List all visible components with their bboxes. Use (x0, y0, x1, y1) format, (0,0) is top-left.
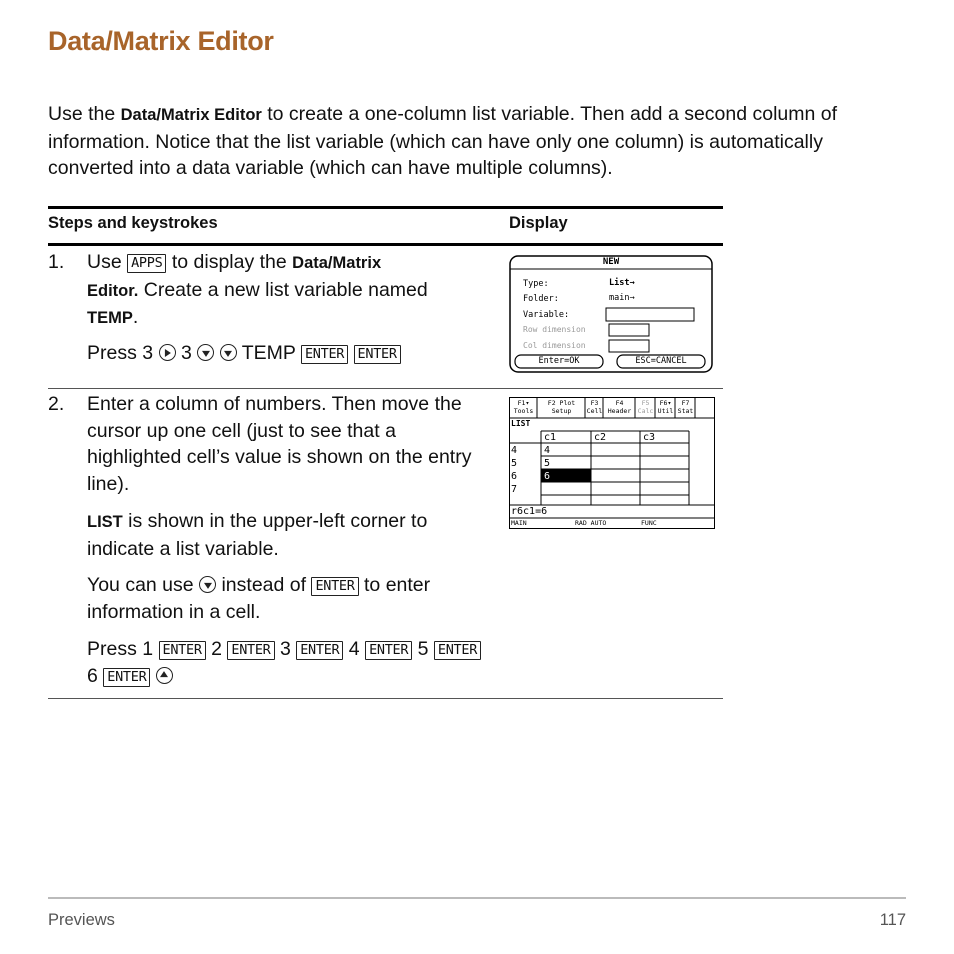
row-number: 5 (511, 458, 518, 469)
intro-post: to create a one-column list variable. Then add a second column of information. Notice that the list variable (which can have only one column) is automatically converted into a data variable (which can have multiple columns). (48, 103, 838, 179)
row-number: 7 (511, 484, 518, 495)
dialog-heading: NEW (602, 257, 620, 267)
enter-key: ENTER (159, 641, 206, 660)
var-type-label: LIST (511, 419, 531, 428)
table-bottom-rule (48, 698, 723, 699)
table-header-display: Display (509, 214, 568, 232)
enter-key: ENTER (301, 345, 348, 364)
step2-number: 2. (48, 393, 65, 415)
status-func: FUNC (641, 519, 657, 527)
row-divider (48, 388, 723, 389)
step2-keystrokes: Press 1 ENTER 2 ENTER 3 ENTER 4 ENTER 5 ENTER 6 ENTER (87, 636, 497, 689)
apps-key: APPS (127, 254, 166, 273)
new-dialog-screenshot (509, 255, 713, 373)
row-number: 6 (511, 471, 518, 482)
step1-text: Use APPS to display the Data/Matrix Editor. Create a new list variable named TEMP. (87, 251, 428, 328)
var-name: TEMP (87, 309, 133, 327)
enter-key: ENTER (103, 668, 150, 687)
status-mode: RAD AUTO (575, 519, 607, 527)
type-label: Type: (523, 279, 549, 289)
col-header-c1: c1 (544, 432, 557, 443)
enter-key: ENTER (296, 641, 343, 660)
down-arrow-icon (220, 344, 237, 361)
footer-rule (48, 897, 906, 899)
intro-paragraph (48, 101, 908, 182)
step2-list-note: LIST is shown in the upper-left corner to indicate a list variable. (87, 510, 428, 560)
down-arrow-icon (199, 576, 216, 593)
table-header-rule (48, 243, 723, 246)
right-arrow-icon (159, 344, 176, 361)
intro-app-name: Data/Matrix Editor (120, 106, 262, 124)
page-title: Data/Matrix Editor (48, 26, 274, 56)
status-main: MAIN (511, 519, 527, 527)
toolbar-f1-tools: F1▾ Tools (513, 399, 534, 415)
enter-key: ENTER (365, 641, 412, 660)
footer-section: Previews (48, 911, 115, 929)
col-header-c2: c2 (594, 432, 607, 443)
row-number: 4 (511, 445, 518, 456)
step1-keystrokes: Press 3 3 TEMP ENTER ENTER (87, 340, 497, 367)
type-value: List→ (609, 278, 635, 288)
toolbar-f3-cell: F3 Cell (586, 399, 603, 415)
toolbar-f5-calc: F5 Calc (637, 399, 654, 415)
folder-value: main→ (609, 293, 635, 303)
step1-number: 1. (48, 251, 65, 273)
enter-ok-button: Enter=OK (538, 356, 580, 366)
cell: 5 (544, 458, 551, 469)
c1-values (544, 444, 550, 483)
col-header-c3: c3 (643, 432, 656, 443)
enter-key: ENTER (227, 641, 274, 660)
cell: 4 (544, 445, 551, 456)
esc-cancel-button: ESC=CANCEL (635, 356, 687, 366)
row-dim-label: Row dimension (523, 325, 586, 334)
editor-screenshot (509, 397, 715, 529)
intro-pre: Use the (48, 103, 121, 125)
toolbar-f6-util: F6▾ Util (657, 399, 674, 415)
variable-label: Variable: (523, 310, 570, 320)
step2-text: Enter a column of numbers. Then move the cursor up one cell (just to see that a highlighted cell’s value is shown on the entry line). (87, 393, 472, 495)
row-numbers (511, 444, 517, 496)
folder-label: Folder: (523, 294, 559, 304)
table-top-rule (48, 206, 723, 209)
entry-line: r6c1=6 (511, 506, 548, 517)
cell-highlighted: 6 (544, 471, 551, 482)
up-arrow-icon (156, 667, 173, 684)
step2-tip: You can use instead of ENTER to enter information in a cell. (87, 574, 431, 623)
enter-key: ENTER (434, 641, 481, 660)
down-arrow-icon (197, 344, 214, 361)
col-dim-label: Col dimension (523, 341, 586, 350)
table-header-steps: Steps and keystrokes (48, 214, 218, 232)
enter-key: ENTER (311, 577, 358, 596)
toolbar-f4-header: F4 Header (607, 399, 632, 415)
toolbar-f7-stat: F7 Stat (677, 399, 694, 415)
page-number: 117 (879, 911, 906, 929)
toolbar-f2-plot-setup: F2 Plot Setup (547, 399, 576, 415)
enter-key: ENTER (354, 345, 401, 364)
